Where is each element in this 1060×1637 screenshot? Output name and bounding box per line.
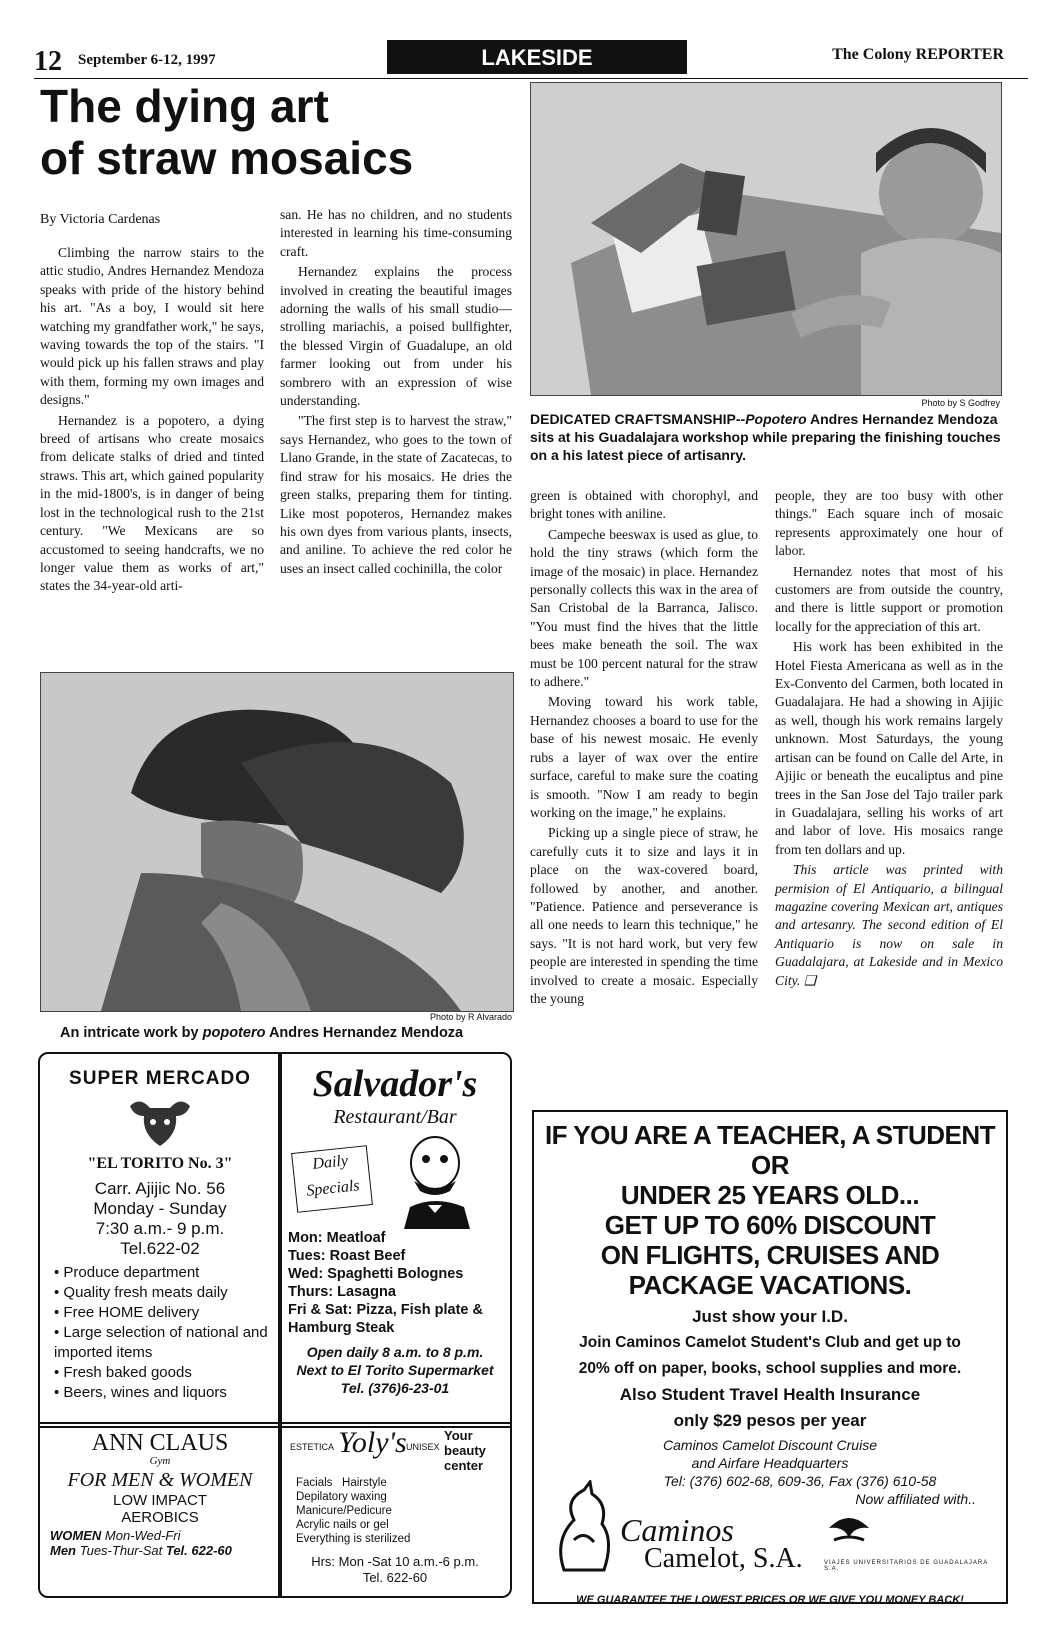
photo-credit-top: Photo by S Godfrey bbox=[921, 398, 1000, 408]
paragraph: Hernandez is a popotero, a dying breed of artisans who create mosaics from delicate stalks of dried and tinted straws. This art, which gained popularity in the mid-1800's, is in danger of being lost in the technological rush to the 21st century. "We Mexicans are so accustomed to seeing handcrafts, we no longer value them as works of art," states the 34-year-old arti- bbox=[40, 412, 264, 594]
paragraph: san. He has no children, and no students interested in learning his time-consuming craft. bbox=[280, 207, 512, 259]
ad-yoly-hours: Hrs: Mon -Sat 10 a.m.-6 p.m. bbox=[311, 1554, 479, 1569]
menu-item: Wed: Spaghetti Bolognes bbox=[288, 1266, 464, 1282]
service-item: Everything is sterilized bbox=[296, 1533, 411, 1545]
ad-ann-line2: LOW IMPACT bbox=[113, 1492, 207, 1509]
headline-line-1: The dying art bbox=[40, 80, 329, 132]
ad-salvadors bbox=[278, 1052, 512, 1428]
ad-salvador-hours: Open daily 8 a.m. to 8 p.m. bbox=[306, 1344, 484, 1360]
list-item: • Quality fresh meats daily bbox=[54, 1283, 280, 1303]
unicorn-icon bbox=[544, 1480, 624, 1580]
service-item: Hairstyle bbox=[342, 1477, 387, 1489]
caption-a: An intricate work by bbox=[60, 1025, 203, 1041]
section-banner: LAKESIDE bbox=[387, 40, 687, 74]
ad-ann-gym: Gym bbox=[149, 1455, 171, 1467]
headline-line: UNDER 25 YEARS OLD... bbox=[620, 1180, 920, 1210]
photo-caption-mid bbox=[60, 1024, 520, 1042]
craftsman-photo bbox=[530, 82, 1002, 396]
ad-ann-tel: Tel. 622-60 bbox=[165, 1543, 232, 1558]
contact-line: Caminos Camelot Discount Cruise bbox=[663, 1437, 877, 1453]
byline: By Victoria Cardenas bbox=[40, 212, 161, 227]
paragraph: His work has been exhibited in the Hotel Fiesta Americana as well as in the Ex-Convento del Carmen, both located in Guadalajara. He had a showing in Ajijic as well, though his work remains largely unknown. Most Saturdays, the young artisan can be found on Calle del Arte, in Ajijic or beneath the eucaliptus and pine trees in the San Jose del Tajo trailer park in Guadalajara, selling his works of art and labor of love. His mosaics range from ten dollars and up. bbox=[775, 639, 1003, 857]
article-headline bbox=[40, 80, 510, 184]
ad-ann-line3: AEROBICS bbox=[121, 1509, 199, 1526]
camelot-logo-line1: Caminos bbox=[620, 1512, 734, 1548]
ad-yoly-suffix: UNISEX bbox=[406, 1442, 440, 1452]
article-column-3 bbox=[530, 487, 758, 1010]
ad-camelot-headline bbox=[534, 1120, 1006, 1300]
mosaic-photo bbox=[40, 672, 514, 1012]
reprint-note bbox=[775, 861, 1003, 990]
photo-credit-mid: Photo by R Alvarado bbox=[429, 1012, 512, 1022]
ad-super-hours: 7:30 a.m.- 9 p.m. bbox=[95, 1219, 225, 1238]
list-item: • Beers, wines and liquors bbox=[54, 1383, 280, 1403]
photo-caption-top bbox=[530, 410, 1005, 464]
ad-ann-line1: FOR MEN & WOMEN bbox=[67, 1469, 253, 1491]
menu-item: Tues: Roast Beef bbox=[288, 1248, 406, 1264]
ad-ann-men bbox=[40, 1543, 280, 1558]
ad-yoly-tel: Tel. 622-60 bbox=[362, 1570, 428, 1585]
mosaic-illustration bbox=[41, 673, 513, 1011]
service-row bbox=[296, 1476, 510, 1490]
offer-line: 20% off on paper, books, school supplies and more. bbox=[578, 1360, 962, 1377]
ad-super-days: Monday - Sunday bbox=[93, 1199, 227, 1218]
caption-b: Andres Hernandez Mendoza bbox=[265, 1025, 464, 1041]
ad-salvador-tel: Tel. (376)6-23-01 bbox=[340, 1380, 450, 1396]
caption-rest: Andres Hernandez Mendoza sits at his Guadalajara workshop while preparing the finishing touches on a his latest piece of artisanry. bbox=[530, 411, 1001, 463]
ad-yoly-name: Yoly's bbox=[338, 1426, 407, 1459]
paragraph: Climbing the narrow stairs to the attic studio, Andres Hernandez Mendoza speaks with pride of the history behind his art. "As a boy, I would sit here watching my grandfather work," he says, waving towards the top of the stairs. "I would pick up his fallen straws and play with them, forming my own images and designs." bbox=[40, 245, 264, 408]
headline-line: ON FLIGHTS, CRUISES AND bbox=[600, 1240, 940, 1270]
caption-italic: popotero bbox=[202, 1025, 266, 1041]
bull-icon bbox=[40, 1094, 280, 1155]
article-column-1 bbox=[40, 244, 264, 598]
headline-line: PACKAGE VACATIONS. bbox=[628, 1270, 912, 1300]
ad-ann-women bbox=[40, 1528, 280, 1543]
eagle-icon bbox=[824, 1508, 874, 1558]
ad-yoly-services bbox=[280, 1476, 510, 1546]
craftsman-illustration bbox=[531, 83, 1001, 395]
caption-italic: Popotero bbox=[745, 411, 807, 427]
ad-super-mercado bbox=[38, 1052, 282, 1428]
ad-caminos-camelot bbox=[532, 1110, 1008, 1604]
chef-illustration bbox=[280, 1129, 510, 1229]
offer-line: only $29 pesos per year bbox=[673, 1411, 867, 1430]
ad-super-title: SUPER MERCADO bbox=[69, 1068, 251, 1089]
offer-line: Join Caminos Camelot Student's Club and get up to bbox=[579, 1334, 961, 1351]
paragraph: green is obtained with chorophyl, and bright tones with aniline. bbox=[530, 488, 758, 522]
menu-item: Thurs: Lasagna bbox=[288, 1284, 396, 1300]
headline-line-2: of straw mosaics bbox=[40, 132, 414, 184]
service-item: Facials bbox=[296, 1477, 333, 1489]
masthead-rule bbox=[34, 78, 1028, 79]
ad-salvador-subtitle: Restaurant/Bar bbox=[333, 1106, 457, 1128]
women-days: Mon-Wed-Fri bbox=[104, 1528, 181, 1543]
daily-specials-sign: Daily Specials bbox=[291, 1145, 373, 1213]
women-label: WOMEN bbox=[50, 1528, 102, 1543]
list-item: • Large selection of national and imported items bbox=[54, 1323, 280, 1363]
ad-ann-claus bbox=[38, 1422, 282, 1598]
paragraph: Hernandez notes that most of his customers are from outside the country, and there is little support or promotion locally for the appreciation of this art. bbox=[775, 563, 1003, 634]
contact-line: Now affiliated with.. bbox=[855, 1491, 976, 1507]
contact-line: and Airfare Headquarters bbox=[691, 1455, 849, 1471]
ad-super-tel: Tel.622-02 bbox=[120, 1239, 200, 1258]
men-days: Tues-Thur-Sat bbox=[79, 1543, 163, 1558]
ad-super-list bbox=[40, 1263, 280, 1403]
paragraph: "The first step is to harvest the straw," says Hernandez, who goes to the town of Llano Grande, in the state of Zacatecas, to find straw for his mosaics. He dries the green stalks, preparing them for tinting. Like most popoteros, Hernandez makes his own dyes from various plants, insects, and aniline. To achieve the red color he uses an insect called cochinilla, the color bbox=[280, 413, 512, 576]
headline-line: IF YOU ARE A TEACHER, A STUDENT OR bbox=[544, 1120, 996, 1180]
paragraph: Hernandez explains the process involved in creating the beautiful images adorning the walls of his small studio—strolling mariachis, a poised bullfighter, the blessed Virgin of Guadalupe, an old farmer looking out from under his sombrero with an expression of wise understanding. bbox=[280, 264, 512, 409]
ad-salvador-footer bbox=[280, 1343, 510, 1397]
ad-super-address: Carr. Ajijic No. 56 bbox=[94, 1179, 226, 1198]
service-item: Manicure/Pedicure bbox=[296, 1505, 392, 1517]
ad-yoly-tagline: Your beauty center bbox=[444, 1428, 486, 1473]
camelot-logo-line2: Camelot, S.A. bbox=[644, 1543, 803, 1574]
ad-yolys bbox=[278, 1422, 512, 1598]
ad-yoly-prefix: ESTETICA bbox=[290, 1442, 335, 1452]
caption-bold: DEDICATED CRAFTSMANSHIP-- bbox=[530, 411, 746, 427]
article-column-2 bbox=[280, 206, 512, 580]
note-text: This article was printed with permision of El Antiquario, a bilingual magazine covering Mexican art, antiques and artesanry. The second edition of El Antiquario is now on sale in Guadalajara, at Lakeside and in Mexico City. bbox=[775, 862, 1003, 988]
men-label: Men bbox=[50, 1543, 76, 1558]
offer-line: Also Student Travel Health Insurance bbox=[619, 1385, 921, 1404]
service-item: Acrylic nails or gel bbox=[296, 1519, 389, 1531]
ad-camelot-offers bbox=[534, 1304, 1006, 1434]
chef-icon bbox=[390, 1129, 490, 1229]
paragraph: people, they are too busy with other things." Each square inch of mosaic represents approximately one hour of labor. bbox=[775, 488, 1003, 559]
ad-salvador-menu bbox=[280, 1229, 510, 1337]
ad-camelot-guarantee: WE GUARANTEE THE LOWEST PRICES OR WE GIVE YOU MONEY BACK! bbox=[576, 1594, 964, 1604]
paragraph: Moving toward his work table, Hernandez chooses a board to use for the base of his newest mosaic. He evenly rubs a layer of wax over the entire surface, careful to make sure the coating is smooth. "Now I am ready to begin working on the image," he explains. bbox=[530, 694, 758, 820]
ad-salvador-location: Next to El Torito Supermarket bbox=[296, 1362, 494, 1378]
list-item: • Produce department bbox=[54, 1263, 280, 1283]
ad-camelot-logos bbox=[534, 1508, 1006, 1590]
issue-date: September 6-12, 1997 bbox=[78, 52, 216, 68]
page-number: 12 bbox=[34, 46, 62, 77]
list-item: • Fresh baked goods bbox=[54, 1363, 280, 1383]
ad-yoly-header bbox=[280, 1424, 510, 1476]
offer-line: Just show your I.D. bbox=[692, 1307, 848, 1326]
contact-line: Tel: (376) 602-68, 609-36, Fax (376) 610-58 bbox=[663, 1473, 937, 1489]
paragraph: Campeche beeswax is used as glue, to hold the tiny straws (which form the image of the mosaic) in place. Hernandez personally collects this wax in the area of San Cristobal de la Barranca, Jalisco. "You must find the hives that the little bees make beneath the soil. The wax must be 100 percent natural for the straw to adhere." bbox=[530, 526, 758, 690]
list-item: • Free HOME delivery bbox=[54, 1303, 280, 1323]
paper-name: The Colony REPORTER bbox=[832, 46, 1004, 63]
headline-line: GET UP TO 60% DISCOUNT bbox=[604, 1210, 936, 1240]
article-column-4 bbox=[775, 487, 1003, 992]
ad-yoly-footer bbox=[280, 1554, 510, 1586]
menu-item: Mon: Meatloaf bbox=[288, 1230, 386, 1246]
menu-item: Fri & Sat: Pizza, Fish plate & Hamburg Steak bbox=[288, 1302, 483, 1336]
ad-salvador-title: Salvador's bbox=[312, 1063, 478, 1105]
end-mark: ❑ bbox=[803, 972, 816, 988]
viajes-logo-text: VIAJES UNIVERSITARIOS DE GUADALAJARA S.A. bbox=[824, 1560, 988, 1572]
paragraph: Picking up a single piece of straw, he carefully cuts it to size and lays it in place on the wax-covered board, followed by another, and another. "Patience. Patience and perseverance is all one needs to learn this technique," he says. "It is not hard work, but very few people are interested in spending the time involved to create a mosaic. Especially the young bbox=[530, 825, 758, 1006]
service-item: Depilatory waxing bbox=[296, 1491, 387, 1503]
ad-ann-name: ANN CLAUS bbox=[91, 1430, 229, 1456]
ad-super-name: "EL TORITO No. 3" bbox=[87, 1155, 233, 1172]
